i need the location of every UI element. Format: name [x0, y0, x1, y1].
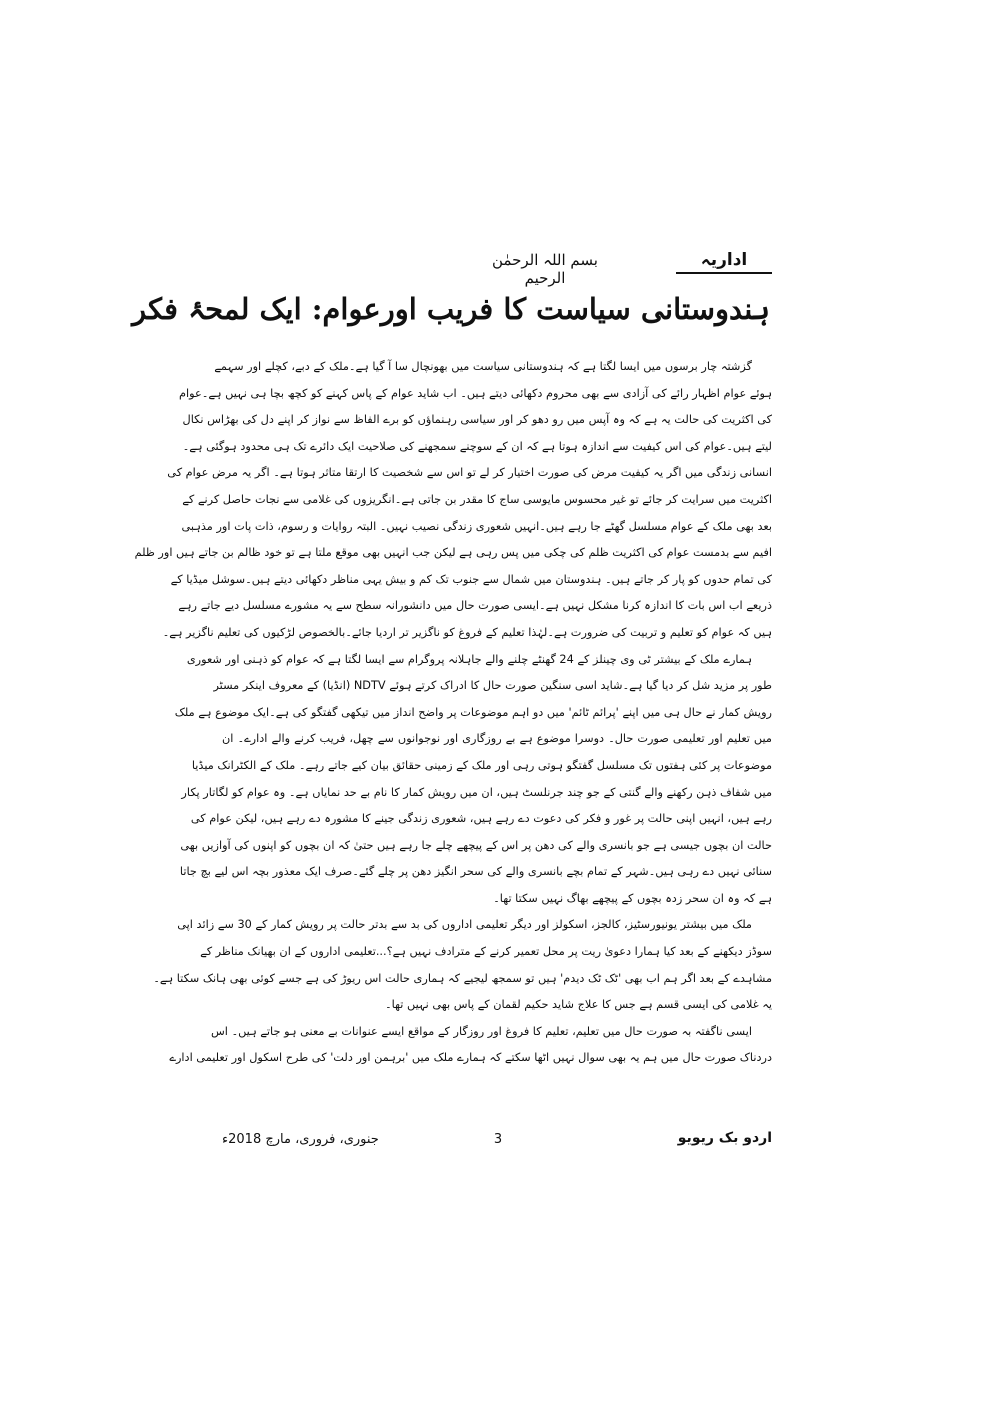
article-line: گزشتہ چار برسوں میں ایسا لگتا ہے کہ ہندوستانی سیاست میں بھونچال سا آ گیا ہے۔ملک کے دبے، کچلے اور سہمے [214, 360, 752, 373]
article-line: کی تمام حدوں کو پار کر جاتے ہیں۔ ہندوستان میں شمال سے جنوب تک کم و بیش یہی مناظر دکھائی دیتے ہیں۔سوشل میڈیا کے [170, 572, 772, 586]
bismillah: بسم اللہ الرحمٰن الرحیم [492, 251, 598, 287]
article-line: میں شفاف ذہن رکھنے والے گنتی کے جو چند جرنلسٹ ہیں، ان میں رویش کمار کا نام بے حد نمایاں ہے۔ وہ عوام کو لگاتار پکار [181, 785, 772, 799]
article-line: ہوئے عوام اظہار رائے کی آزادی سے بھی محروم دکھائی دیتے ہیں۔ اب شاید عوام کے پاس کہنے کو کچھ بچا ہی نہیں ہے۔عوام [178, 386, 772, 400]
article-line: میں تعلیم اور تعلیمی صورت حال۔ دوسرا موضوع ہے بے روزگاری اور نوجوانوں سے چھل، فریب کرنے والے ادارے۔ ان [222, 732, 772, 746]
article-line: اکثریت میں سرایت کر جائے تو غیر محسوس مایوسی ساج کا مقدر بن جاتی ہے۔انگریزوں کی غلامی سے نجات حاصل کرنے کے [182, 492, 772, 506]
article-line: سوڈز دیکھنے کے بعد کیا ہمارا دعویٰ ریت پر محل تعمیر کرنے کے مترادف نہیں ہے؟...تعلیمی اداروں کے ان بھیانک مناظر کے [200, 945, 772, 959]
article-line: یہ غلامی کی ایسی قسم ہے جس کا علاج شاید حکیم لقمان کے پاس بھی نہیں تھا۔ [384, 998, 772, 1012]
article-line: ملک میں بیشتر یونیورسٹیز، کالجز، اسکولز اور دیگر تعلیمی اداروں کی بد سے بدتر حالت پر رویش کمار کے 30 سے زائد اپی [177, 918, 752, 932]
article-line: لیتے ہیں۔عوام کی اس کیفیت سے اندازہ ہوتا ہے کہ ان کے سوچنے سمجھنے کی صلاحیت ایک دائرے تک ہی محدود ہوگئی ہے۔ [182, 439, 772, 453]
article-line: سنائی نہیں دے رہی ہیں۔شہر کے تمام بچے بانسری والے کی سحر انگیز دھن پر چلے گئے۔صرف ایک معذور بچہ اس لیے بچ جاتا [179, 865, 772, 879]
article-line: کی اکثریت کی حالت یہ ہے کہ وہ آپس میں رو دھو کر اور سیاسی رہنماؤں کو برے الفاظ سے نواز کر اپنے دل کی بھڑاس نکال [182, 413, 772, 427]
article-line: حالت ان بچوں جیسی ہے جو بانسری والے کی دھن پر اس کے پیچھے چلے جا رہے ہیں حتیٰ کہ ان بچوں کو اپنوں کی آوازیں بھی [180, 838, 772, 852]
article-line: انسانی زندگی میں اگر یہ کیفیت مرض کی صورت اختیار کر لے تو اس سے شخصیت کا ارتقا متاثر ہوتا ہے۔ اگر یہ مرض عوام کی [167, 466, 772, 480]
article-line: افیم سے بدمست عوام کی اکثریت ظلم کی چکی میں پس رہی ہے لیکن جب انہیں بھی موقع ملتا ہے تو خود ظالم بن جاتے ہیں اور ظلم [134, 546, 772, 560]
article-line: ہے کہ وہ ان سحر زدہ بچوں کے پیچھے بھاگ نہیں سکتا تھا۔ [493, 891, 772, 905]
article-title: ہندوستانی سیاست کا فریب اورعوام: ایک لمحۂ فکر [132, 292, 770, 326]
article-line: رویش کمار نے حال ہی میں اپنے 'پرائم ٹائم' میں دو اہم موضوعات پر واضح انداز میں تیکھی گفتگو کی ہے۔ایک موضوع ہے ملک [174, 705, 772, 719]
article-body [134, 354, 772, 1124]
page-footer [222, 1128, 772, 1154]
article-line: بعد بھی ملک کے عوام مسلسل گھٹے جا رہے ہیں۔انہیں شعوری زندگی نصیب نہیں۔ البتہ روایات و رسوم، ذات پات اور مذہبی [181, 519, 772, 533]
article-line: طور پر مزید شل کر دیا گیا ہے۔شاید اسی سنگین صورت حال کا ادراک کرتے ہوئے NDTV (انڈیا) کے معروف اینکر مسٹر [213, 679, 772, 693]
article-line: دردناک صورت حال میں ہم یہ بھی سوال نہیں اٹھا سکتے کہ ہمارے ملک میں 'برہمن اور دلت' کی طرح اسکول اور تعلیمی ادارے [169, 1051, 772, 1065]
article-line: مشاہدے کے بعد اگر ہم اب بھی 'ٹک ٹک دیدم' ہیں تو سمجھ لیجیے کہ ہماری حالت اس ریوڑ کی ہے جسے کوئی بھی ہانک سکتا ہے۔ [153, 971, 772, 985]
article-line: ہمارے ملک کے بیشتر ٹی وی چینلز کے 24 گھنٹے چلنے والے جاہلانہ پروگرام سے ایسا لگتا ہے کہ عوام کو ذہنی اور شعوری [186, 652, 752, 666]
journal-name: اردو بک ریویو [677, 1130, 772, 1146]
article-line: ایسی ناگفتہ بہ صورت حال میں تعلیم، تعلیم کا فروغ اور روزگار کے مواقع ایسے عنوانات بے معنی ہو جاتے ہیں۔ اس [210, 1024, 752, 1038]
section-label: اداریہ [676, 249, 772, 274]
page-number: 3 [493, 1132, 503, 1147]
article-line: موضوعات پر کئی ہفتوں تک مسلسل گفتگو ہوتی رہی اور ملک کے زمینی حقائق بیان کیے جاتے رہے۔ ملک کے الکٹرانک میڈیا [191, 758, 772, 772]
article-line: رہے ہیں، انہیں اپنی حالت پر غور و فکر کی دعوت دے رہے ہیں، شعوری زندگی جینے کا مشورہ دے رہے ہیں، لیکن عوام کی [190, 812, 772, 826]
issue-date: جنوری، فروری، مارچ 2018ء [222, 1132, 379, 1147]
article-line: ہیں کہ عوام کو تعلیم و تربیت کی ضرورت ہے۔لہٰذا تعلیم کے فروغ کو ناگزیر تر اردیا جائے۔بالخصوص لڑکیوں کی تعلیم ناگزیر ہے۔ [162, 625, 772, 639]
article-line: ذریعے اب اس بات کا اندازہ کرنا مشکل نہیں ہے۔ایسی صورت حال میں دانشورانہ سطح سے یہ مشورے مسلسل دیے جاتے رہے [178, 599, 772, 613]
